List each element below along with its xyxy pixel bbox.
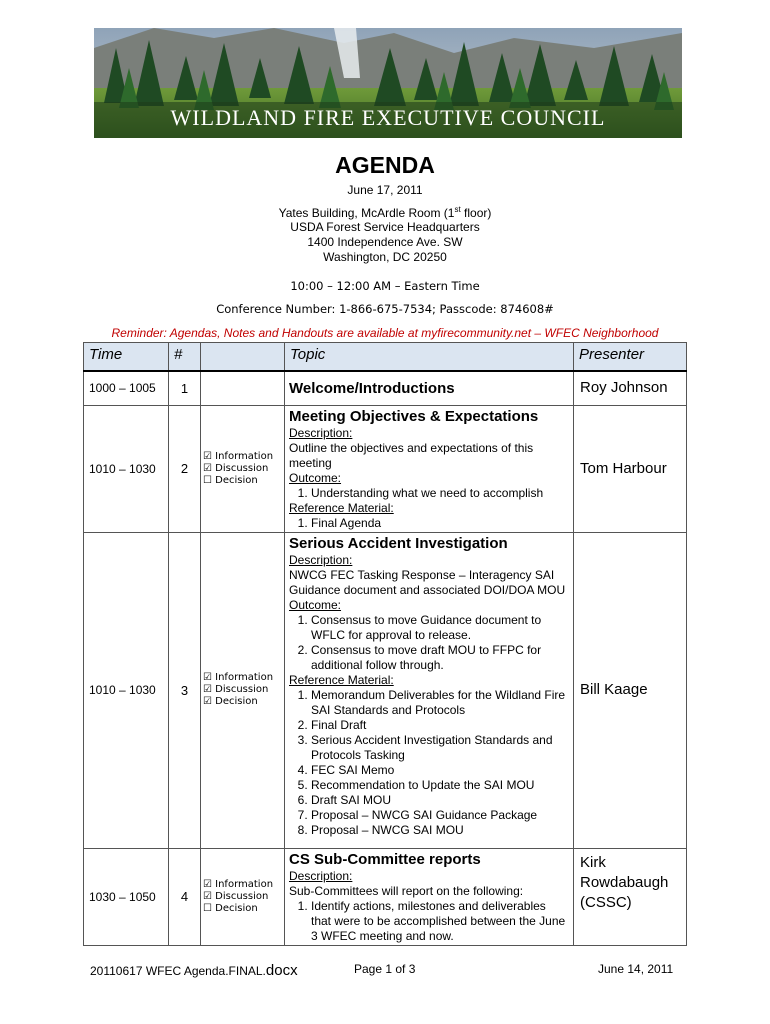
topic-title: CS Sub-Committee reports xyxy=(289,850,481,868)
header-number: # xyxy=(169,343,201,372)
meeting-hq: USDA Forest Service Headquarters xyxy=(290,220,480,234)
row-type xyxy=(201,532,285,848)
table-row xyxy=(84,405,687,532)
reference-item: 1. Final Agenda xyxy=(311,516,569,531)
outcome-item: 1. Consensus to move Guidance document to WFLC for approval to release. xyxy=(311,613,569,643)
banner-title: WILDLAND FIRE EXECUTIVE COUNCIL xyxy=(170,105,606,130)
topic-title: Meeting Objectives & Expectations xyxy=(289,407,539,425)
row-type xyxy=(201,848,285,945)
header-presenter: Presenter xyxy=(574,343,687,372)
reminder-note: Reminder: Agendas, Notes and Handouts are available at myfirecommunity.net – WFEC Neighborhood xyxy=(111,326,659,340)
checkbox-decision: ☑ Decision xyxy=(203,696,258,707)
header-time: Time xyxy=(84,343,169,372)
row-presenter: Tom Harbour xyxy=(574,405,687,532)
row-type xyxy=(201,371,285,405)
footer-page-number: Page 1 of 3 xyxy=(354,962,416,976)
agenda-table xyxy=(83,342,687,946)
description-text: NWCG FEC Tasking Response – Interagency SAI Guidance document and associated DOI/DOA MOU xyxy=(289,567,566,597)
row-number: 1 xyxy=(169,371,201,405)
description-label: Description: xyxy=(289,552,353,567)
description-text: Outline the objectives and expectations of this meeting xyxy=(289,440,534,470)
row-number: 2 xyxy=(169,405,201,532)
reference-item: 3. Serious Accident Investigation Standards and Protocols Tasking xyxy=(311,733,569,763)
meeting-address: 1400 Independence Ave. SW xyxy=(307,235,463,249)
description-text: Sub-Committees will report on the following: xyxy=(289,883,524,898)
reference-label: Reference Material: xyxy=(289,672,394,687)
table-row xyxy=(84,848,687,945)
meeting-date: June 17, 2011 xyxy=(347,183,423,197)
checkbox-discussion: ☑ Discussion xyxy=(203,462,269,474)
reference-item: 8. Proposal – NWCG SAI MOU xyxy=(311,823,569,838)
meeting-city: Washington, DC 20250 xyxy=(323,250,447,264)
meeting-location: Yates Building, McArdle Room (1st floor) xyxy=(278,205,492,220)
action-item: 1. Identify actions, milestones and deliverables that were to be accomplished between the June 3 WFEC meeting and now. xyxy=(311,899,569,944)
meeting-time: 10:00 – 12:00 AM – Eastern Time xyxy=(290,279,480,293)
header-type xyxy=(201,343,285,372)
row-time: 1010 – 1030 xyxy=(84,532,169,848)
topic-title: Welcome/Introductions xyxy=(289,379,455,397)
table-row xyxy=(84,532,687,848)
checkbox-information: ☑ Information xyxy=(203,450,274,462)
checkbox-decision: ☐ Decision xyxy=(203,474,258,486)
topic-title: Serious Accident Investigation xyxy=(289,534,508,552)
reference-item: 4. FEC SAI Memo xyxy=(311,763,569,778)
checkbox-information: ☑ Information xyxy=(203,878,274,890)
outcome-item: 1. Understanding what we need to accomplish xyxy=(311,486,569,501)
row-time: 1030 – 1050 xyxy=(84,848,169,945)
row-time: 1010 – 1030 xyxy=(84,405,169,532)
description-label: Description: xyxy=(289,868,353,883)
row-topic xyxy=(285,532,574,848)
row-number: 3 xyxy=(169,532,201,848)
checkbox-discussion: ☑ Discussion xyxy=(203,684,269,695)
reference-label: Reference Material: xyxy=(289,500,394,515)
reference-item: 6. Draft SAI MOU xyxy=(311,793,569,808)
checkbox-decision: ☐ Decision xyxy=(203,902,258,914)
checkbox-information: ☑ Information xyxy=(203,672,274,683)
reference-item: 5. Recommendation to Update the SAI MOU xyxy=(311,778,569,793)
forest-landscape-image xyxy=(94,28,682,138)
description-label: Description: xyxy=(289,425,353,440)
table-header-row xyxy=(84,343,687,372)
row-topic xyxy=(285,371,574,405)
row-type xyxy=(201,405,285,532)
row-time: 1000 – 1005 xyxy=(84,371,169,405)
outcome-label: Outcome: xyxy=(289,470,342,485)
reference-item: 7. Proposal – NWCG SAI Guidance Package xyxy=(311,808,569,823)
wfec-banner xyxy=(94,28,682,138)
checkbox-discussion: ☑ Discussion xyxy=(203,890,269,902)
row-presenter: Roy Johnson xyxy=(574,371,687,405)
header-topic: Topic xyxy=(285,343,574,372)
row-presenter: Bill Kaage xyxy=(574,532,687,848)
table-row xyxy=(84,371,687,405)
footer-date: June 14, 2011 xyxy=(598,962,674,976)
reference-item: 2. Final Draft xyxy=(311,718,569,733)
outcome-item: 2. Consensus to move draft MOU to FFPC for additional follow through. xyxy=(311,643,569,673)
conference-info: Conference Number: 1-866-675-7534; Passcode: 874608# xyxy=(216,302,554,316)
row-topic xyxy=(285,405,574,532)
footer-filename: 20110617 WFEC Agenda.FINAL.docx xyxy=(90,962,298,979)
row-topic xyxy=(285,848,574,945)
outcome-label: Outcome: xyxy=(289,597,342,612)
agenda-title: AGENDA xyxy=(335,152,435,178)
row-presenter: Kirk Rowdabaugh (CSSC) xyxy=(574,848,687,945)
reference-item: 1. Memorandum Deliverables for the Wildland Fire SAI Standards and Protocols xyxy=(311,688,569,718)
row-number: 4 xyxy=(169,848,201,945)
